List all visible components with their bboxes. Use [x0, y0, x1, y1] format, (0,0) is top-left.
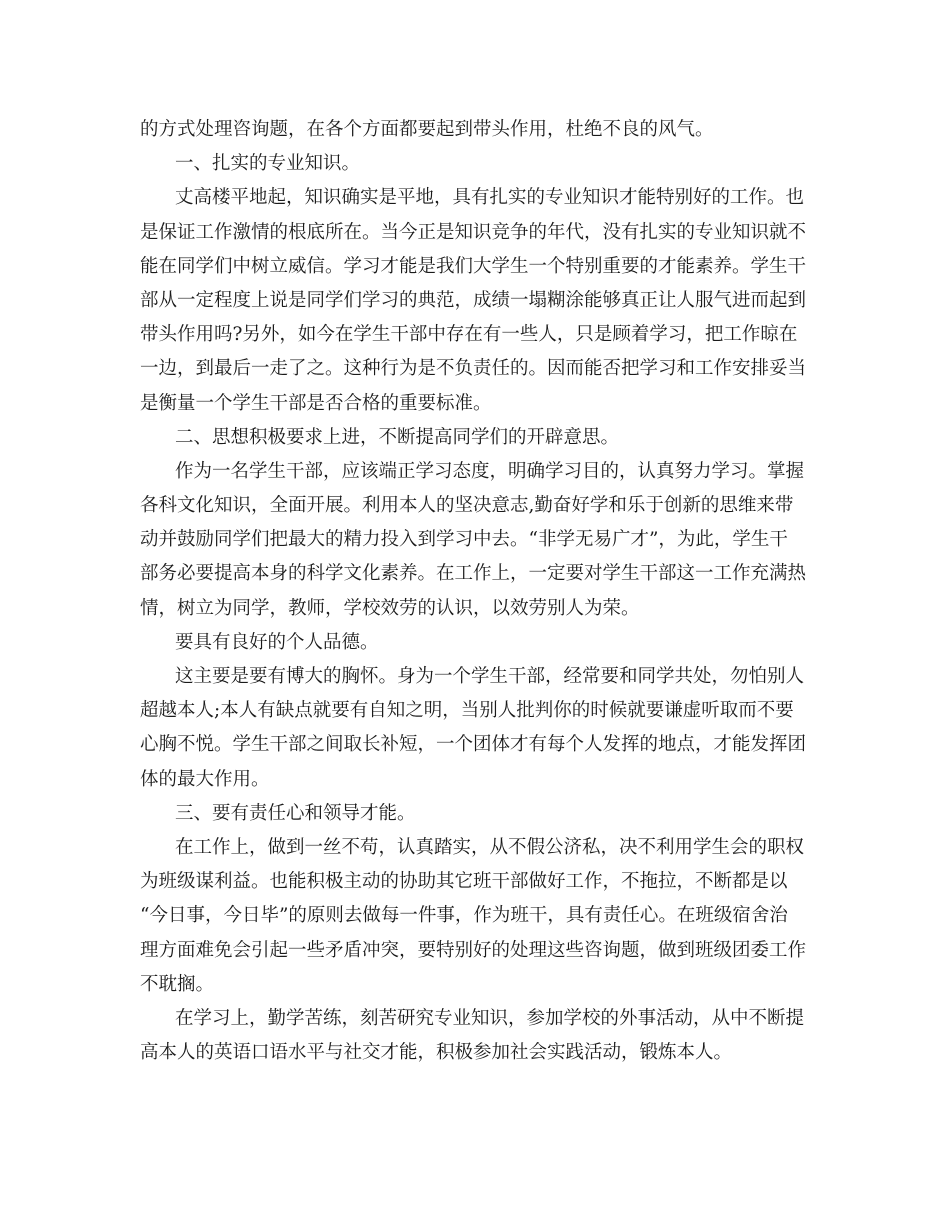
text-line: 要具有良好的个人品德。 — [175, 631, 379, 653]
text-line: 是保证工作激情的根底所在。当今正是知识竞争的年代，没有扎实的专业知识就不 — [140, 221, 807, 243]
text-line: 理方面难免会引起一些矛盾冲突，要特别好的处理这些咨询题，做到班级团委工作 — [140, 939, 807, 961]
text-line: 高本人的英语口语水平与社交才能，积极参加社会实践活动，锻炼本人。 — [140, 1042, 733, 1064]
text-line: 各科文化知识，全面开展。利用本人的坚决意志,勤奋好学和乐于创新的思维来带 — [140, 495, 794, 517]
text-line: 丈高楼平地起，知识确实是平地，具有扎实的专业知识才能特别好的工作。也 — [175, 187, 805, 209]
text-line: 作为一名学生干部，应该端正学习态度，明确学习目的，认真努力学习。掌握 — [175, 460, 805, 482]
text-line: 情，树立为同学，教师，学校效劳的认识，以效劳别人为荣。 — [140, 597, 640, 619]
text-line: 部务必要提高本身的科学文化素养。在工作上，一定要对学生干部这一工作充满热 — [140, 563, 807, 585]
text-line: 不耽搁。 — [140, 973, 215, 995]
text-line: “今日事，今日毕”的原则去做每一件事，作为班干，具有责任心。在班级宿舍治 — [140, 905, 788, 927]
text-line: 为班级谋利益。也能积极主动的协助其它班干部做好工作，不拖拉，不断都是以 — [140, 871, 788, 893]
text-line: 超越本人;本人有缺点就要有自知之明，当别人批判你的时候就要谦虚听取而不要 — [140, 700, 794, 722]
text-line: 这主要是要有博大的胸怀。身为一个学生干部，经常要和同学共处，勿怕别人 — [175, 666, 805, 687]
text-line: 带头作用吗?另外，如今在学生干部中存在有一些人，只是顾着学习，把工作晾在 — [140, 324, 798, 346]
text-line: 三、要有责任心和领导才能。 — [175, 802, 416, 824]
text-line: 一、扎实的专业知识。 — [175, 153, 361, 175]
text-line: 是衡量一个学生干部是否合格的重要标准。 — [140, 392, 492, 414]
text-line: 动并鼓励同学们把最大的精力投入到学习中去。“非学无易广才”，为此，学生干 — [140, 529, 788, 551]
text-line: 一边，到最后一走了之。这种行为是不负责任的。因而能否把学习和工作安排妥当 — [140, 358, 807, 380]
text-line: 体的最大作用。 — [140, 768, 270, 790]
text-line: 二、思想积极要求上进，不断提高同学们的开辟意思。 — [175, 426, 620, 448]
document-page — [140, 113, 812, 1070]
text-line: 心胸不悦。学生干部之间取长补短，一个团体才有每个人发挥的地点，才能发挥团 — [140, 734, 807, 756]
text-line: 在学习上，勤学苦练，刻苦研究专业知识，参加学校的外事活动，从中不断提 — [175, 1007, 805, 1029]
text-line: 在工作上，做到一丝不苟，认真踏实，从不假公济私，决不利用学生会的职权 — [175, 836, 805, 858]
text-line: 的方式处理咨询题，在各个方面都要起到带头作用，杜绝不良的风气。 — [140, 119, 714, 140]
text-line: 能在同学们中树立威信。学习才能是我们大学生一个特别重要的才能素养。学生干 — [140, 255, 807, 277]
text-line: 部从一定程度上说是同学们学习的典范，成绩一塌糊涂能够真正让人服气进而起到 — [140, 289, 807, 311]
